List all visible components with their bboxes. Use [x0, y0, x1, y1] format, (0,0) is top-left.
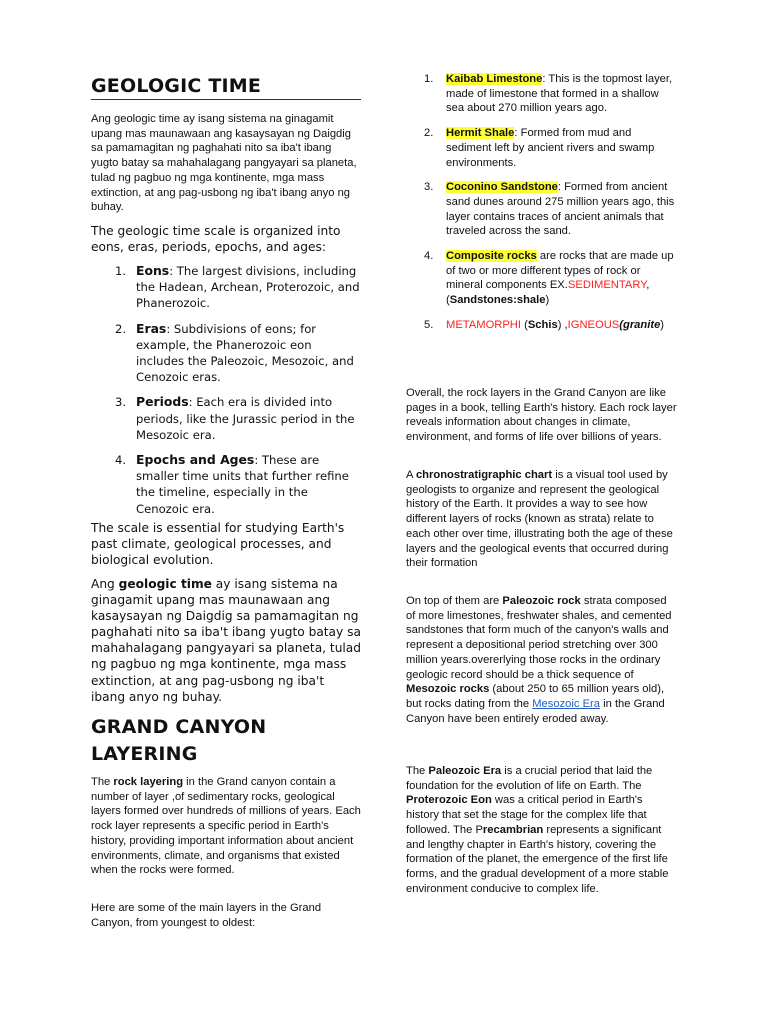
- list-item: 1. Eons: The largest divisions, including the Hadean, Archean, Proterozoic, and Phanerozoic.: [115, 263, 360, 311]
- list-item: 4. Composite rocks are rocks that are made up of two or more different types of rock or mineral components EX.SEDIMENTARY, (Sandstones:shale): [424, 250, 674, 307]
- list-item: 2. Eras: Subdivisions of eons; for example, the Phanerozoic eon includes the Paleozoic, Mesozoic, and Cenozoic eras.: [115, 320, 354, 385]
- overall-paragraph: Overall, the rock layers in the Grand Canyon are like pages in a book, telling Earth's history. Each rock layer reveals information about changes in climate, environment, and forms of life over billions of years.: [406, 387, 677, 444]
- scale-essential-paragraph: The scale is essential for studying Earth's past climate, geological processes, and biological evolution.: [91, 521, 345, 568]
- main-layers-paragraph: Here are some of the main layers in the Grand Canyon, from youngest to oldest:: [91, 902, 322, 929]
- mesozoic-era-link[interactable]: Mesozoic Era: [532, 697, 601, 710]
- list-item: 3. Periods: Each era is divided into periods, like the Jurassic period in the Mesozoic era.: [115, 394, 355, 442]
- intro-paragraph: Ang geologic time ay isang sistema na ginagamit upang mas maunawaan ang kasaysayan ng Daigdig sa pamamagitan ng paghahati nito sa iba't ibang yugto batay sa mahahalagang pangyayari sa planeta, tulad ng pagbuo ng mga kontinente, mga mass extinction, at ang pag-usbong ng iba't ibang anyo ng buhay.: [91, 113, 357, 214]
- list-item: 3. Coconino Sandstone: Formed from ancient sand dunes around 275 million years ago, this layer contains traces of ancient animals that traveled across the sand.: [424, 181, 675, 238]
- section-title-grand-canyon: GRAND CANYON LAYERING: [91, 716, 267, 765]
- rock-layering-paragraph: The rock layering in the Grand canyon contain a number of layer ,of sedimentary rocks, geological layers formed over hundreds of millions of years. Each rock layer represents a specific period in Earth's history, providing important information about ancient environments, climate, and organisms that existed when the rocks were formed.: [91, 776, 361, 877]
- list-item: 5. METAMORPHI (Schis) ,IGNEOUS(granite): [424, 318, 665, 331]
- section-title-geologic-time: GEOLOGIC TIME: [91, 75, 361, 100]
- paleozoic-era-paragraph: The Paleozoic Era is a crucial period that laid the foundation for the evolution of life on Earth. The Proterozoic Eon was a critical period in Earth's history that set the stage for the complex life that followed. The Precambrian represents a significant and lengthy chapter in Earth's history, covering the formation of the planet, the emergence of the first life forms, and the gradual development of a more stable environment conducive to complex life.: [406, 765, 669, 895]
- canyon-layers-list: [406, 72, 678, 343]
- time-units-list: [91, 263, 361, 526]
- geologic-time-paragraph: Ang geologic time ay isang sistema na ginagamit upang mas maunawaan ang kasaysayan ng Daigdig sa pamamagitan ng paghahati nito sa iba't ibang yugto batay sa mahahalagang pangyayari sa planeta, tulad ng pagbuo ng mga kontinente, mga mass extinction, at ang pag-usbong ng iba't ibang anyo ng buhay.: [91, 577, 362, 704]
- list-item: 2. Hermit Shale: Formed from mud and sediment left by ancient rivers and swamp environments.: [424, 127, 655, 169]
- chronostratigraphic-paragraph: A chronostratigraphic chart is a visual tool used by geologists to organize and represent the geological history of the Earth. It provides a way to see how different layers of rocks (known as strata) relate to each other over time, illustrating both the age of these layers and the geological events that occurred during their formation: [406, 469, 673, 570]
- list-item: 1. Kaibab Limestone: This is the topmost layer, made of limestone that formed in a shallow sea about 270 million years ago.: [424, 73, 673, 115]
- paleozoic-rock-paragraph: On top of them are Paleozoic rock strata composed of more limestones, freshwater shales, and cemented sandstones that form much of the canyon's walls and represent a depositional period stretching over 300 million years.overerlying those rocks in the ordinary geologic record should be a thick sequence of Mesozoic rocks (about 250 to 65 million years old), but rocks dating from the Mesozoic Era in the Grand Canyon have been entirely eroded away.: [406, 595, 672, 725]
- scale-intro-paragraph: The geologic time scale is organized into eons, eras, periods, epochs, and ages:: [91, 224, 341, 255]
- list-item: 4. Epochs and Ages: These are smaller time units that further refine the timeline, especially in the Cenozoic era.: [115, 452, 349, 516]
